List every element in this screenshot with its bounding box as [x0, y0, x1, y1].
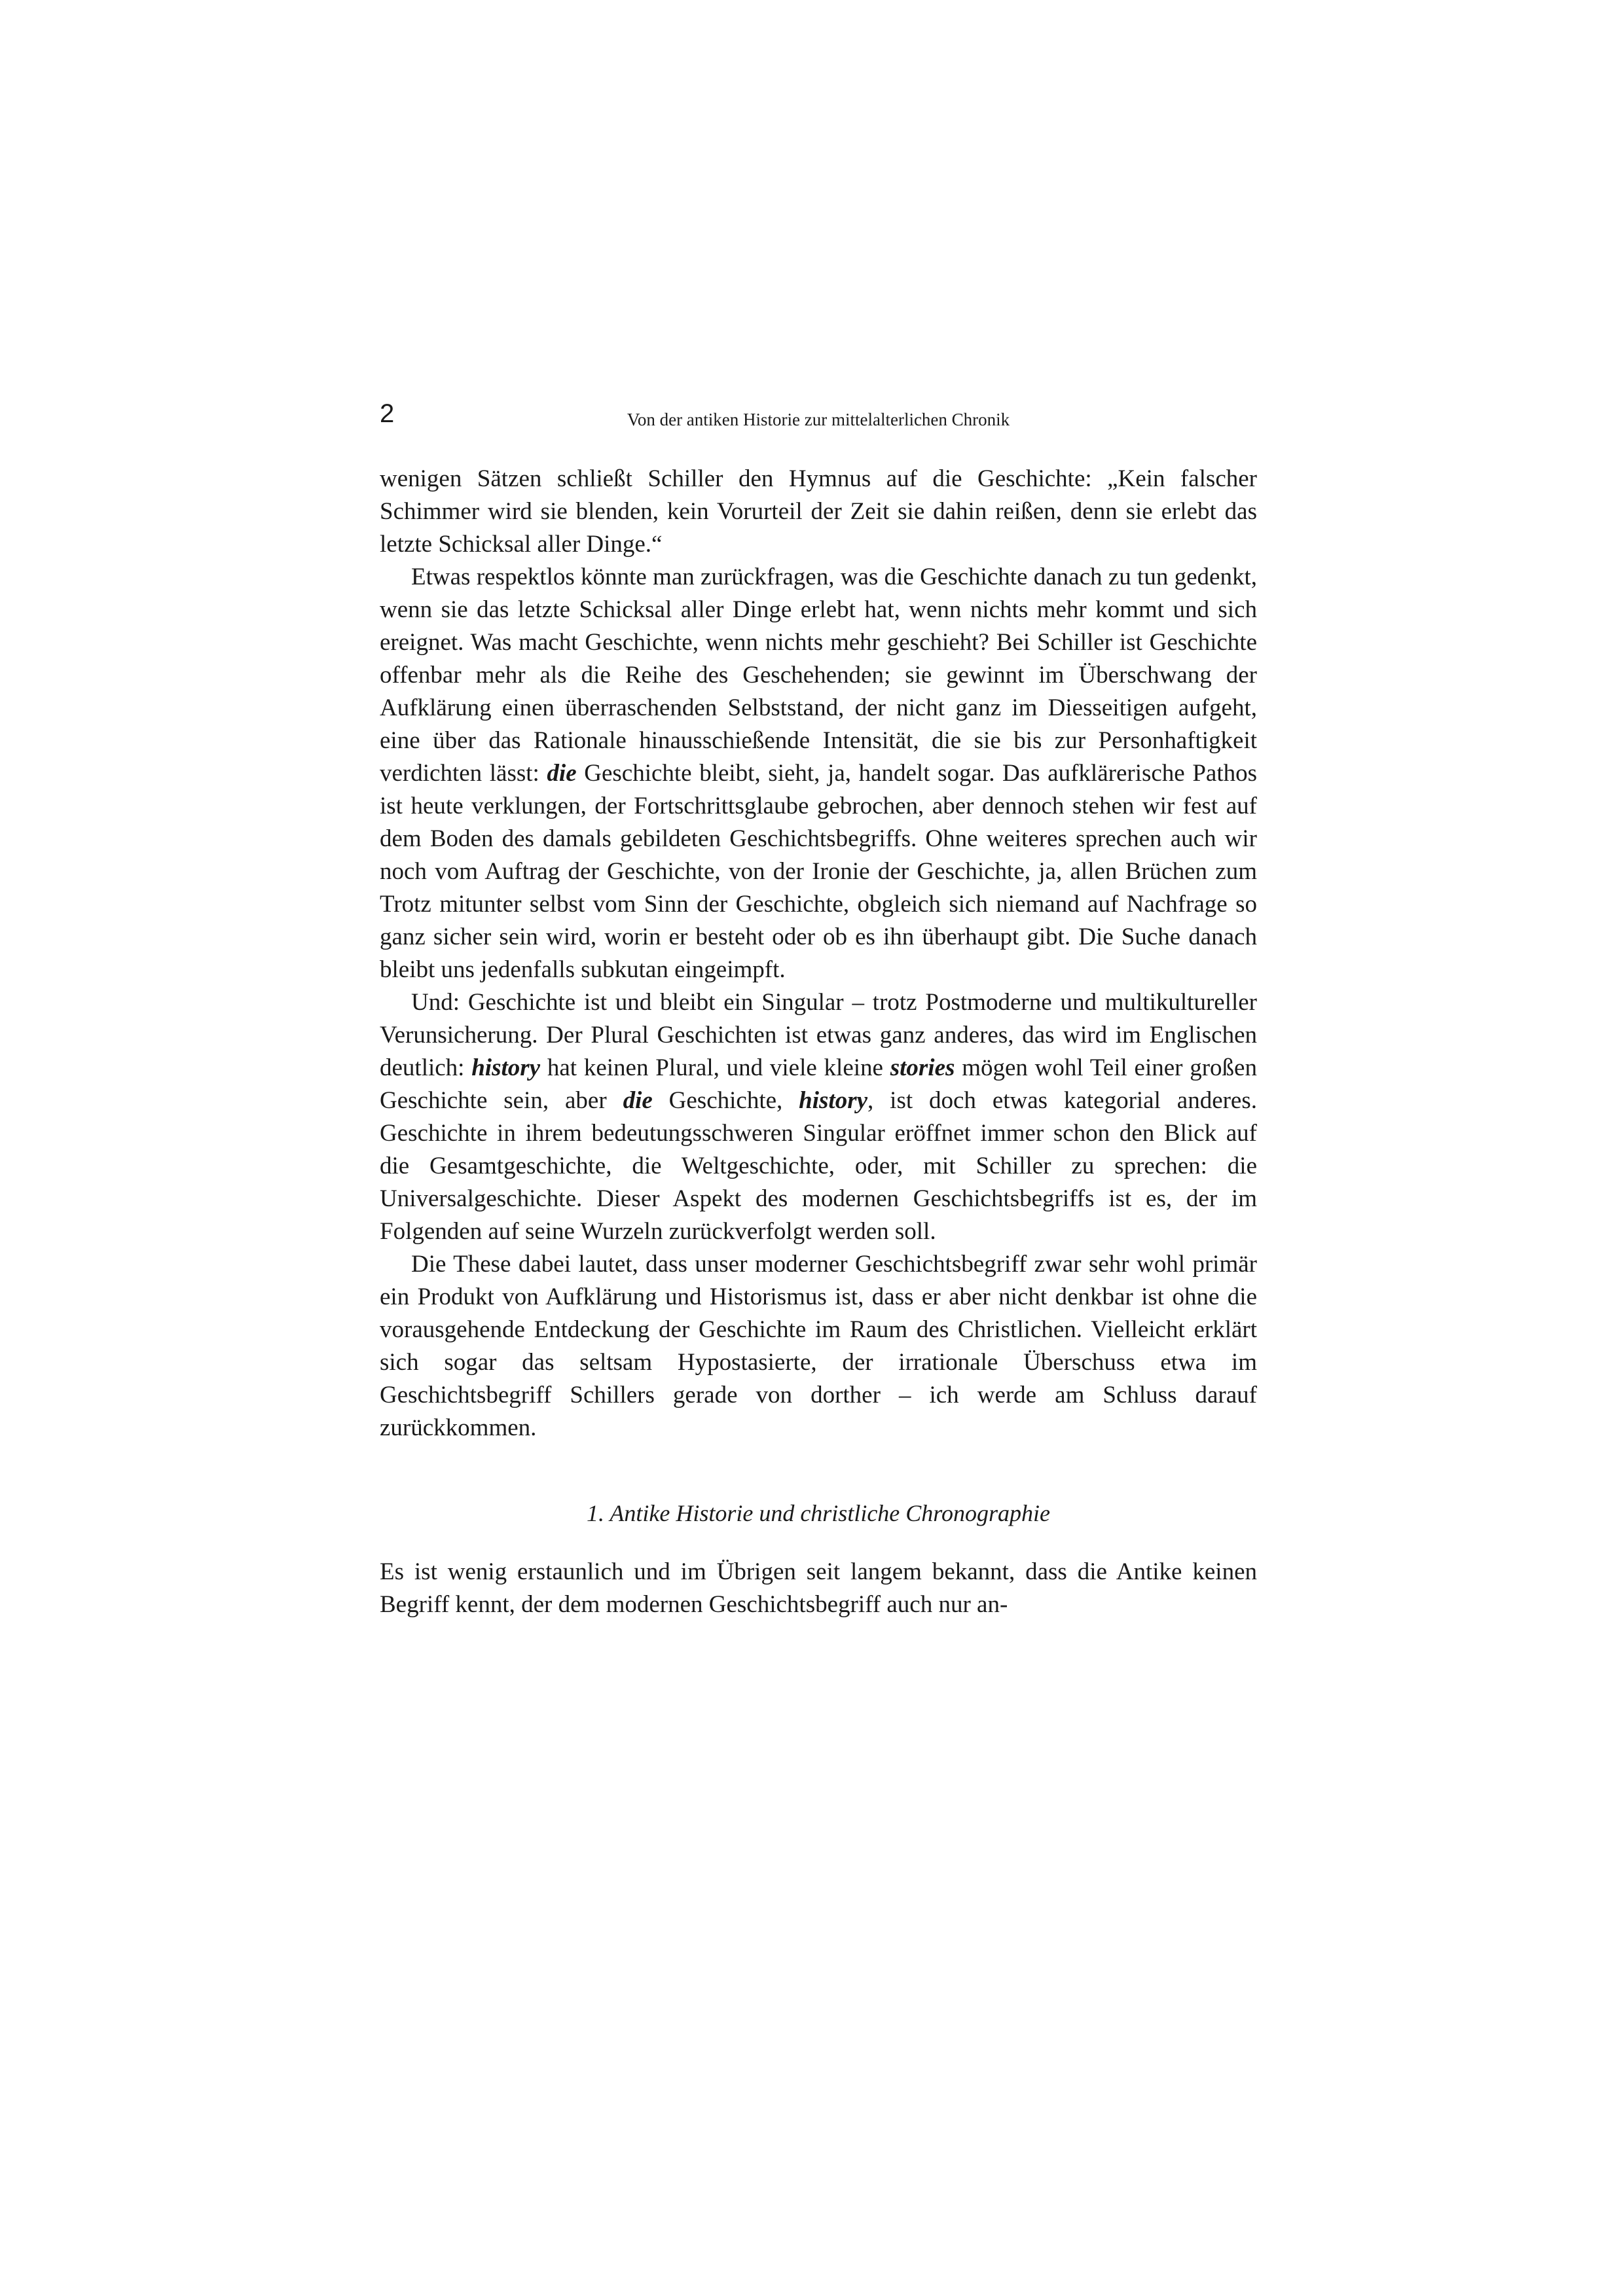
paragraph-3-part-a: Und: Geschichte ist und bleibt ein Singular – trotz Postmoderne und multikultureller Verunsicherung. Der Plural Geschichten ist etwas ganz anderes, das wird im Englischen deutlich:	[380, 989, 1257, 1081]
page-number: 2	[380, 399, 395, 428]
emphasis-die: die	[547, 760, 577, 787]
emphasis-history-2: history	[799, 1087, 868, 1114]
body-text	[380, 463, 1257, 1621]
paragraph-3-part-e: , ist doch etwas kategorial anderes. Geschichte in ihrem bedeutungsschweren Singular eröffnet immer schon den Blick auf die Gesamtgeschichte, die Weltgeschichte, oder, mit Schiller zu sprechen: die Universalgeschichte. Dieser Aspekt des modernen Geschichtsbegriffs ist es, der im Folgenden auf seine Wurzeln zurückverfolgt werden soll.	[380, 1087, 1258, 1245]
paragraph-1: wenigen Sätzen schließt Schiller den Hymnus auf die Geschichte: „Kein falscher Schimmer wird sie blenden, kein Vorurteil der Zeit sie dahin reißen, denn sie erlebt das letzte Schicksal aller Dinge.“	[380, 465, 1257, 558]
section-heading: 1. Antike Historie und christliche Chronographie	[587, 1500, 1050, 1526]
paragraph-2	[380, 561, 1257, 986]
paragraph-3-part-b: hat keinen Plural, und viele kleine	[540, 1054, 890, 1081]
emphasis-stories: stories	[890, 1054, 955, 1081]
paragraph-5: Es ist wenig erstaunlich und im Übrigen seit langem bekannt, dass die Antike keinen Begriff kennt, der dem modernen Geschichtsbegriff auch nur an-	[380, 1558, 1257, 1618]
running-title: Von der antiken Historie zur mittelalterlichen Chronik	[627, 410, 1010, 429]
emphasis-history: history	[471, 1054, 541, 1081]
paragraph-3-part-d: Geschichte,	[652, 1087, 799, 1114]
paragraph-3-part-c: mögen wohl Teil einer großen Geschichte sein, aber	[380, 1054, 1257, 1114]
emphasis-die-2: die	[623, 1087, 653, 1114]
paragraph-2-part-b: Geschichte bleibt, sieht, ja, handelt sogar. Das aufklärerische Pathos ist heute verklungen, der Fortschrittsglaube gebrochen, aber dennoch stehen wir fest auf dem Boden des damals gebildeten Geschichtsbegriffs. Ohne weiteres sprechen auch wir noch vom Auftrag der Geschichte, von der Ironie der Geschichte, ja, allen Brüchen zum Trotz mitunter selbst vom Sinn der Geschichte, obgleich sich niemand auf Nachfrage so ganz sicher sein wird, worin er besteht oder ob es ihn überhaupt gibt. Die Suche danach bleibt uns jedenfalls subkutan eingeimpft.	[380, 760, 1257, 983]
paragraph-4: Die These dabei lautet, dass unser moderner Geschichtsbegriff zwar sehr wohl primär ein Produkt von Aufklärung und Historismus ist, dass er aber nicht denkbar ist ohne die vorausgehende Entdeckung der Geschichte im Raum des Christlichen. Vielleicht erklärt sich sogar das seltsam Hypostasierte, der irrationale Überschuss etwa im Geschichtsbegriff Schillers gerade von dorther – ich werde am Schluss darauf zurückkommen.	[380, 1251, 1257, 1441]
paragraph-3	[380, 986, 1257, 1248]
paragraph-2-part-a: Etwas respektlos könnte man zurückfragen, was die Geschichte danach zu tun gedenkt, wenn sie das letzte Schicksal aller Dinge erlebt hat, wenn nichts mehr kommt und sich ereignet. Was macht Geschichte, wenn nichts mehr geschieht? Bei Schiller ist Geschichte offenbar mehr als die Reihe des Geschehenden; sie gewinnt im Überschwang der Aufklärung einen überraschenden Selbststand, der nicht ganz im Diesseitigen aufgeht, eine über das Rationale hinausschießende Intensität, die sie bis zur Personhaftigkeit verdichten lässt:	[380, 564, 1257, 787]
